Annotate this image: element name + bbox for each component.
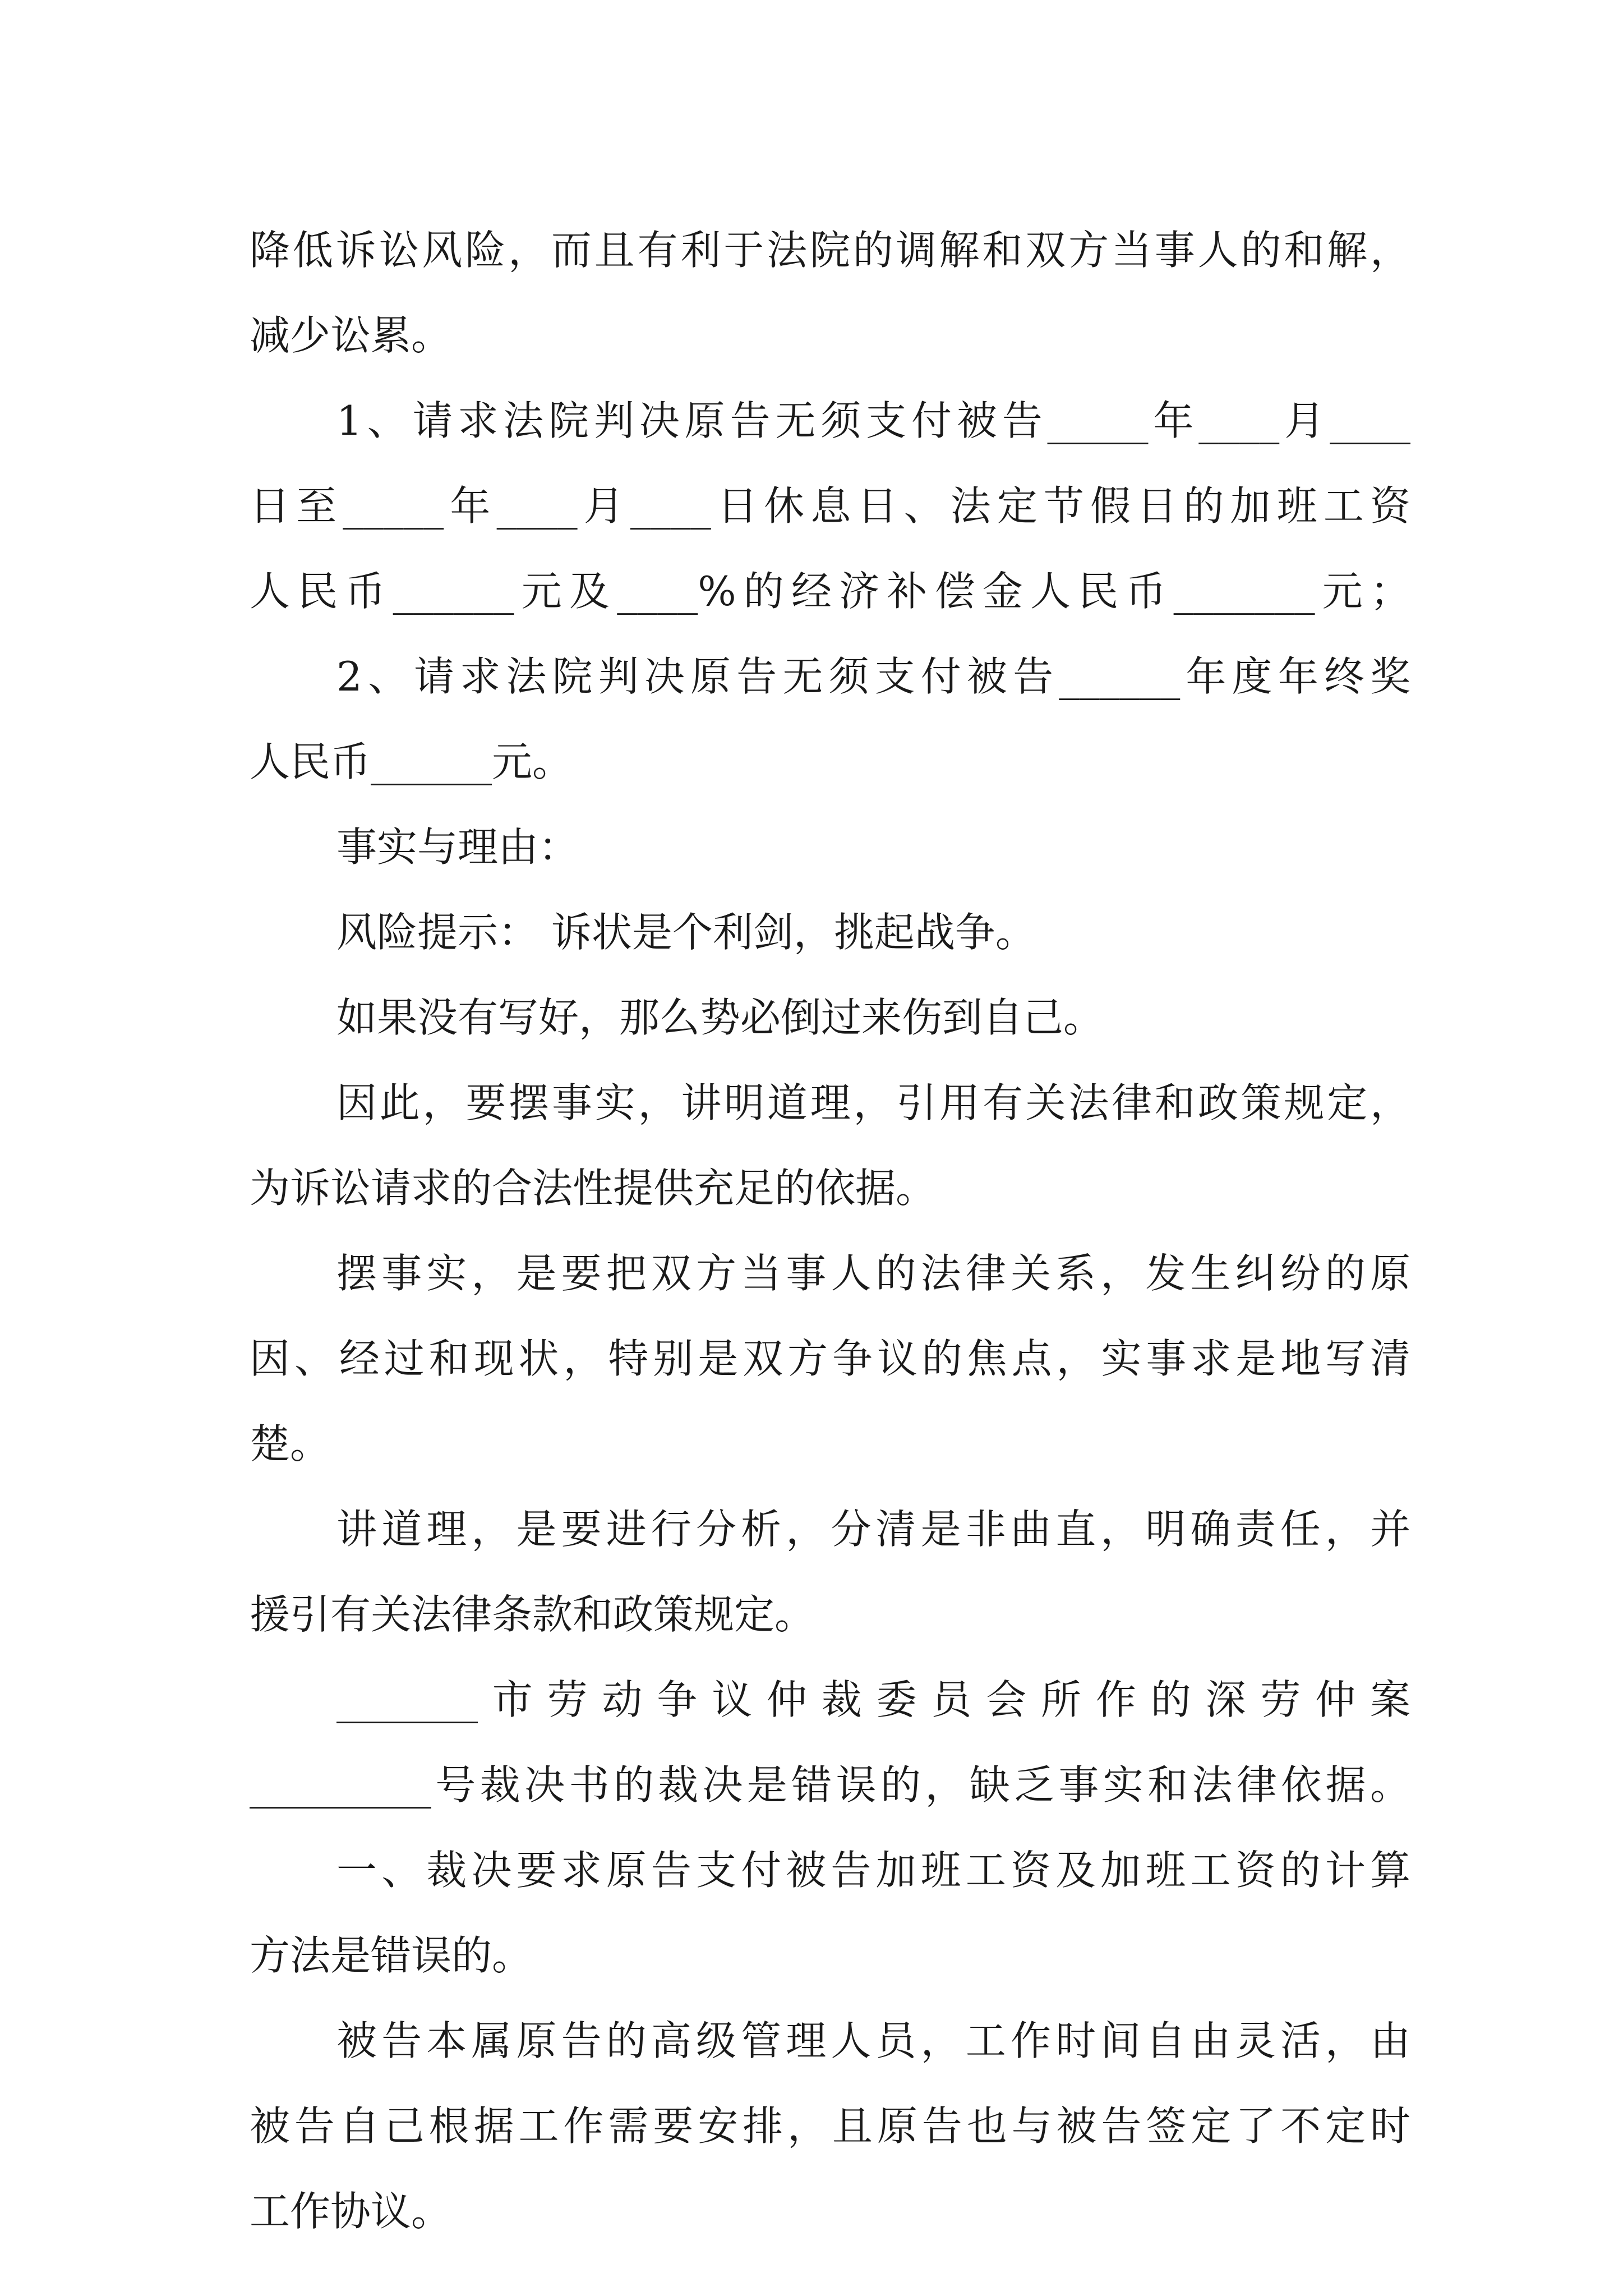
paragraph-line: 因此，要摆事实，讲明道理，引用有关法律和政策规定， — [336, 1079, 1410, 1126]
paragraph-line: 降低诉讼风险，而且有利于法院的调解和双方当事人的和解， — [250, 227, 1410, 274]
paragraph-line: 一、裁决要求原告支付被告加班工资及加班工资的计算 — [336, 1847, 1410, 1894]
paragraph-line: 人民币______元。 — [250, 738, 573, 785]
paragraph-line: 工作协议。 — [250, 2188, 452, 2235]
paragraph-line: _________号裁决书的裁决是错误的，缺乏事实和法律依据。 — [250, 1761, 1410, 1809]
paragraph-line: 被告本属原告的高级管理人员，工作时间自由灵活，由 — [336, 2017, 1410, 2064]
paragraph-line: 楚。 — [250, 1420, 331, 1467]
paragraph-line: 2、请求法院判决原告无须支付被告______年度年终奖 — [336, 653, 1410, 700]
paragraph-line: 风险提示： 诉状是个利剑，挑起战争。 — [336, 909, 1036, 956]
paragraph-line: 方法是错误的。 — [250, 1932, 533, 1979]
paragraph-line: 摆事实，是要把双方当事人的法律关系，发生纠纷的原 — [336, 1250, 1410, 1297]
paragraph-line: 援引有关法律条款和政策规定。 — [250, 1591, 815, 1638]
paragraph-line: 被告自己根据工作需要安排，且原告也与被告签定了不定时 — [250, 2102, 1410, 2150]
paragraph-line: 日至_____年____月____日休息日、法定节假日的加班工资 — [250, 482, 1410, 530]
document-body — [250, 208, 1410, 2254]
paragraph-line: 1、请求法院判决原告无须支付被告_____年____月____ — [336, 397, 1410, 444]
paragraph-line: 因、经过和现状，特别是双方争议的焦点，实事求是地写清 — [250, 1335, 1410, 1382]
paragraph-line: 为诉讼请求的合法性提供充足的依据。 — [250, 1165, 937, 1212]
section-heading: 事实与理由： — [336, 823, 579, 871]
paragraph-line: 减少讼累。 — [250, 312, 452, 359]
paragraph-line: 人民币______元及____%的经济补偿金人民币_______元； — [250, 568, 1410, 615]
paragraph-line: _______市劳动争议仲裁委员会所作的深劳仲案 — [336, 1676, 1410, 1723]
paragraph-line: 讲道理，是要进行分析，分清是非曲直，明确责任，并 — [336, 1506, 1410, 1553]
paragraph-line: 如果没有写好，那么势必倒过来伤到自己。 — [336, 994, 1104, 1041]
